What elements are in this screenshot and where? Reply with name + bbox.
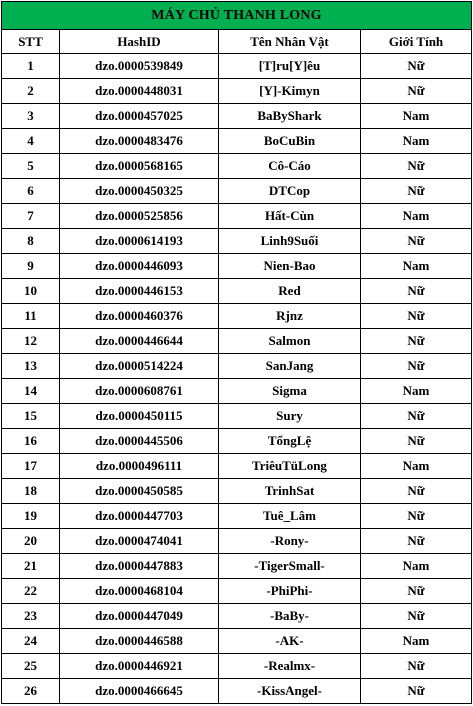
hashid-cell: dzo.0000446153 <box>60 279 219 304</box>
table-row <box>2 204 472 229</box>
table-row <box>2 54 472 79</box>
stt-cell: 17 <box>2 454 60 479</box>
gender-cell: Nữ <box>361 79 472 104</box>
hashid-cell: dzo.0000539849 <box>60 54 219 79</box>
gender-cell: Nữ <box>361 504 472 529</box>
table-row <box>2 129 472 154</box>
stt-cell: 7 <box>2 204 60 229</box>
character-name-cell: Nien-Bao <box>219 254 361 279</box>
character-name-cell: Sigma <box>219 379 361 404</box>
character-name-cell: TổngLệ <box>219 429 361 454</box>
table-row <box>2 679 472 704</box>
character-name-cell: [T]ru[Y]êu <box>219 54 361 79</box>
hashid-cell: dzo.0000483476 <box>60 129 219 154</box>
table-row <box>2 304 472 329</box>
character-name-cell: [Y]-Kimyn <box>219 79 361 104</box>
stt-cell: 19 <box>2 504 60 529</box>
character-name-cell: SanJang <box>219 354 361 379</box>
gender-cell: Nữ <box>361 404 472 429</box>
hashid-cell: dzo.0000446921 <box>60 654 219 679</box>
column-header-gender: Giới Tính <box>361 30 472 54</box>
gender-cell: Nam <box>361 204 472 229</box>
table-row <box>2 254 472 279</box>
stt-cell: 13 <box>2 354 60 379</box>
gender-cell: Nữ <box>361 354 472 379</box>
hashid-cell: dzo.0000514224 <box>60 354 219 379</box>
stt-cell: 12 <box>2 329 60 354</box>
hashid-cell: dzo.0000446644 <box>60 329 219 354</box>
gender-cell: Nữ <box>361 679 472 704</box>
stt-cell: 3 <box>2 104 60 129</box>
stt-cell: 4 <box>2 129 60 154</box>
gender-cell: Nữ <box>361 279 472 304</box>
character-name-cell: Tuê_Lâm <box>219 504 361 529</box>
gender-cell: Nữ <box>361 179 472 204</box>
table-title: MÁY CHỦ THANH LONG <box>2 2 472 30</box>
character-name-cell: -PhiPhi- <box>219 579 361 604</box>
character-name-cell: Linh9Suối <box>219 229 361 254</box>
hashid-cell: dzo.0000450585 <box>60 479 219 504</box>
hashid-cell: dzo.0000447883 <box>60 554 219 579</box>
character-name-cell: TriêuTüLong <box>219 454 361 479</box>
hashid-cell: dzo.0000450115 <box>60 404 219 429</box>
stt-cell: 25 <box>2 654 60 679</box>
table-row <box>2 429 472 454</box>
table-row <box>2 604 472 629</box>
hashid-cell: dzo.0000614193 <box>60 229 219 254</box>
hashid-cell: dzo.0000447049 <box>60 604 219 629</box>
table-row <box>2 279 472 304</box>
table-row <box>2 579 472 604</box>
stt-cell: 8 <box>2 229 60 254</box>
header-row <box>2 30 472 54</box>
stt-cell: 5 <box>2 154 60 179</box>
character-name-cell: Red <box>219 279 361 304</box>
stt-cell: 22 <box>2 579 60 604</box>
gender-cell: Nữ <box>361 529 472 554</box>
hashid-cell: dzo.0000568165 <box>60 154 219 179</box>
gender-cell: Nữ <box>361 154 472 179</box>
stt-cell: 20 <box>2 529 60 554</box>
hashid-cell: dzo.0000450325 <box>60 179 219 204</box>
gender-cell: Nam <box>361 454 472 479</box>
stt-cell: 11 <box>2 304 60 329</box>
column-header-hashid: HashID <box>60 30 219 54</box>
table-row <box>2 479 472 504</box>
hashid-cell: dzo.0000466645 <box>60 679 219 704</box>
hashid-cell: dzo.0000446093 <box>60 254 219 279</box>
column-header-stt: STT <box>2 30 60 54</box>
character-name-cell: BoCuBin <box>219 129 361 154</box>
stt-cell: 1 <box>2 54 60 79</box>
table-row <box>2 229 472 254</box>
table-row <box>2 654 472 679</box>
server-roster-table <box>1 1 472 704</box>
character-name-cell: -KissAngel- <box>219 679 361 704</box>
table-body <box>2 54 472 704</box>
character-name-cell: -Rony- <box>219 529 361 554</box>
character-name-cell: -Realmx- <box>219 654 361 679</box>
gender-cell: Nữ <box>361 579 472 604</box>
character-name-cell: -AK- <box>219 629 361 654</box>
table-row <box>2 154 472 179</box>
character-name-cell: BaByShark <box>219 104 361 129</box>
hashid-cell: dzo.0000474041 <box>60 529 219 554</box>
stt-cell: 15 <box>2 404 60 429</box>
stt-cell: 18 <box>2 479 60 504</box>
gender-cell: Nữ <box>361 304 472 329</box>
gender-cell: Nữ <box>361 429 472 454</box>
hashid-cell: dzo.0000457025 <box>60 104 219 129</box>
gender-cell: Nam <box>361 254 472 279</box>
title-row <box>2 2 472 30</box>
stt-cell: 9 <box>2 254 60 279</box>
table-row <box>2 354 472 379</box>
hashid-cell: dzo.0000460376 <box>60 304 219 329</box>
stt-cell: 10 <box>2 279 60 304</box>
gender-cell: Nữ <box>361 54 472 79</box>
character-name-cell: Salmon <box>219 329 361 354</box>
table-row <box>2 179 472 204</box>
table-row <box>2 629 472 654</box>
gender-cell: Nữ <box>361 229 472 254</box>
gender-cell: Nam <box>361 629 472 654</box>
table-row <box>2 379 472 404</box>
hashid-cell: dzo.0000496111 <box>60 454 219 479</box>
hashid-cell: dzo.0000448031 <box>60 79 219 104</box>
stt-cell: 26 <box>2 679 60 704</box>
stt-cell: 2 <box>2 79 60 104</box>
table-row <box>2 504 472 529</box>
table-row <box>2 329 472 354</box>
table-row <box>2 554 472 579</box>
gender-cell: Nữ <box>361 654 472 679</box>
character-name-cell: Rjnz <box>219 304 361 329</box>
character-name-cell: -TigerSmall- <box>219 554 361 579</box>
stt-cell: 16 <box>2 429 60 454</box>
gender-cell: Nam <box>361 554 472 579</box>
character-name-cell: TrinhSat <box>219 479 361 504</box>
stt-cell: 21 <box>2 554 60 579</box>
table-row <box>2 104 472 129</box>
stt-cell: 24 <box>2 629 60 654</box>
gender-cell: Nam <box>361 129 472 154</box>
table-row <box>2 454 472 479</box>
table-row <box>2 404 472 429</box>
hashid-cell: dzo.0000468104 <box>60 579 219 604</box>
column-header-character-name: Tên Nhân Vật <box>219 30 361 54</box>
table-row <box>2 79 472 104</box>
hashid-cell: dzo.0000447703 <box>60 504 219 529</box>
stt-cell: 6 <box>2 179 60 204</box>
hashid-cell: dzo.0000525856 <box>60 204 219 229</box>
gender-cell: Nữ <box>361 329 472 354</box>
stt-cell: 14 <box>2 379 60 404</box>
character-name-cell: Hất-Cùn <box>219 204 361 229</box>
hashid-cell: dzo.0000445506 <box>60 429 219 454</box>
character-name-cell: -BaBy- <box>219 604 361 629</box>
stt-cell: 23 <box>2 604 60 629</box>
gender-cell: Nữ <box>361 479 472 504</box>
hashid-cell: dzo.0000608761 <box>60 379 219 404</box>
character-name-cell: Sury <box>219 404 361 429</box>
character-name-cell: DTCop <box>219 179 361 204</box>
character-name-cell: Cô-Cáo <box>219 154 361 179</box>
hashid-cell: dzo.0000446588 <box>60 629 219 654</box>
gender-cell: Nữ <box>361 604 472 629</box>
gender-cell: Nam <box>361 379 472 404</box>
table-row <box>2 529 472 554</box>
gender-cell: Nam <box>361 104 472 129</box>
